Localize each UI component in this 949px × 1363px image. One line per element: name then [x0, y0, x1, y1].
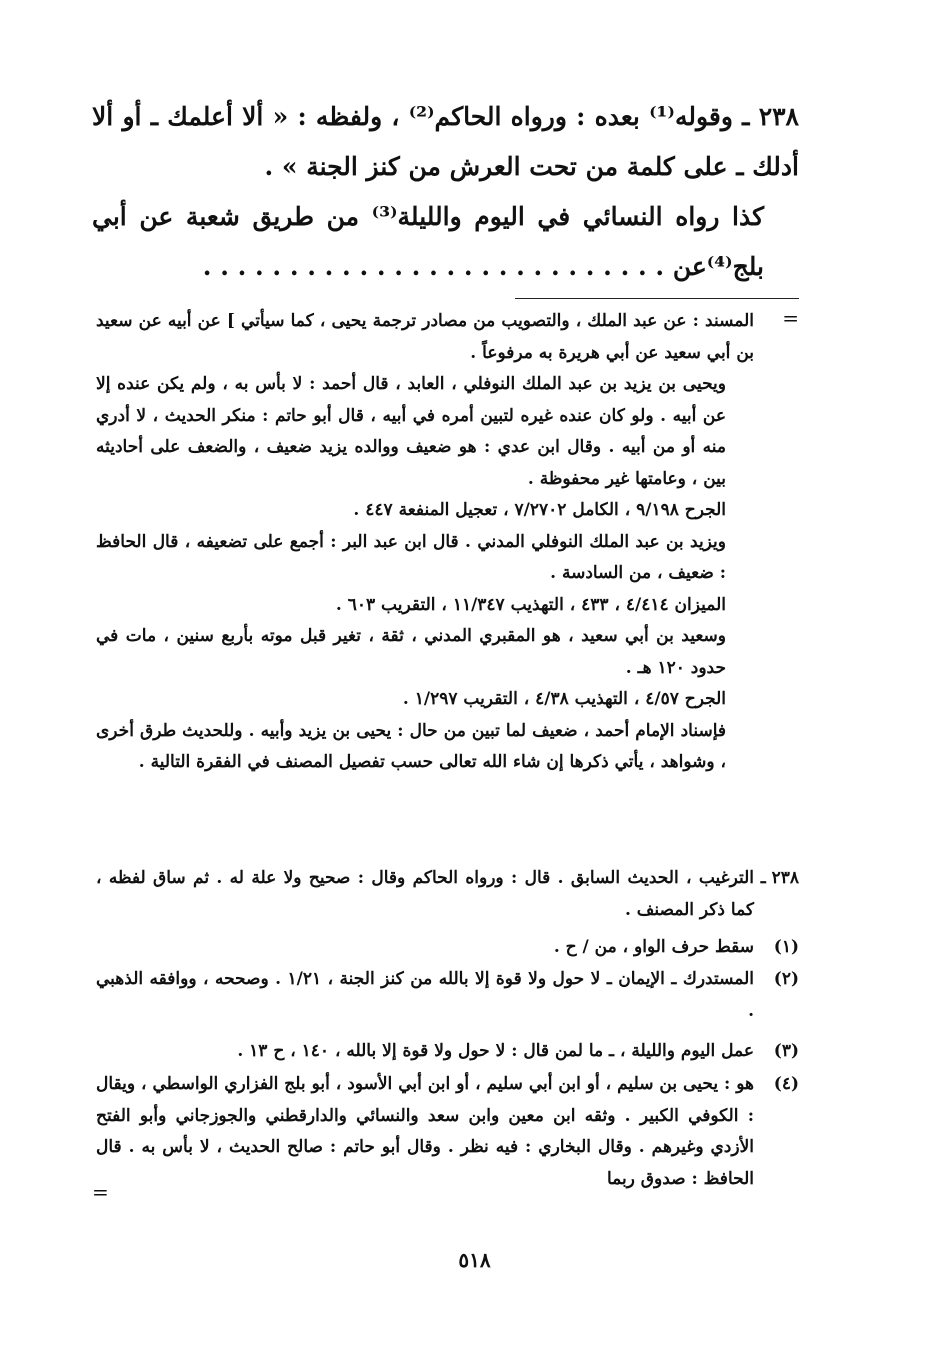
- note-yahya: ويحيى بن يزيد بن عبد الملك النوفلي ، العابد ، قال أحمد : لا بأس به ، ولم يكن عنده إلا عن أبيه . ولو كان عنده غيره لتبين أمره في أبيه ، قال أبو حاتم : منكر الحديث ، لا أدري منه أو من أبيه . وقال ابن عدي : هو ضعيف ووالده يزيد ضعيف ، والضعف على أحاديثه بين ، وعامتها غير محفوظة .: [96, 374, 726, 489]
- note-conclusion: فإسناد الإمام أحمد ، ضعيف لما تبين من حال : يحيى بن يزيد وأبيه . وللحديث طرق أخرى ، وشواهد ، يأتي ذكرها إن شاء الله تعالى حسب تفصيل المصنف في الفقرة التالية .: [96, 720, 726, 772]
- note-238-number: ٢٣٨ ـ: [760, 868, 799, 888]
- main-paragraph-238: ٢٣٨ ـ وقوله⁽¹⁾ بعده : ورواه الحاكم⁽²⁾ ، ولفظه : « ألا أعلمك ـ أو ألا أدلك ـ على كلمة من تحت العرش من كنز الجنة » .: [92, 102, 799, 181]
- footnote-3-number: (٣): [773, 1041, 799, 1061]
- page-number: ٥١٨: [458, 1248, 491, 1272]
- footnote-2-number: (٢): [773, 969, 799, 989]
- note-said: وسعيد بن أبي سعيد ، هو المقبري المدني ، ثقة ، تغير قبل موته بأربع سنين ، مات في حدود ١٢٠ هـ .: [96, 626, 726, 678]
- note-yazid: ويزيد بن عبد الملك النوفلي المدني . قال ابن عبد البر : أجمع على تضعيفه ، قال الحافظ : ضعيف ، من السادسة .: [96, 531, 726, 583]
- footnote-4-number: (٤): [773, 1074, 799, 1094]
- footnote-2-text: المستدرك ـ الإيمان ـ لا حول ولا قوة إلا بالله من كنز الجنة ، ١/٢١ . وصححه ، ووافقه الذهبي .: [96, 969, 754, 1021]
- note-yahya-refs: الجرح ٩/١٩٨ ، الكامل ٧/٢٧٠٢ ، تعجيل المنفعة ٤٤٧ .: [353, 500, 726, 520]
- footnote-1: [96, 932, 799, 964]
- note-said-refs: الجرح ٤/٥٧ ، التهذيب ٤/٣٨ ، التقريب ١/٢٩٧ .: [402, 689, 726, 709]
- footnote-4: [96, 1069, 799, 1195]
- main-paragraph-nasai: [92, 192, 799, 292]
- footnote-4-text: هو : يحيى بن سليم ، أو ابن أبي سليم ، أو ابن أبي الأسود ، أبو بلج الفزاري الواسطي ، ويقال : الكوفي الكبير . وثقه ابن معين وابن سعد والنسائي والدارقطني والجوزجاني وأبو الفتح الأزدي وغيرهم . وقال البخاري : فيه نظر . وقال أبو حاتم : صالح الحديث ، لا بأس به . قال الحافظ : صدوق ربما: [96, 1074, 754, 1189]
- note-238: [96, 863, 799, 926]
- main-paragraph-nasai-text: كذا رواه النسائي في اليوم والليلة⁽³⁾ من طريق شعبة عن أبي بلج⁽⁴⁾عن: [92, 202, 765, 281]
- main-text: [92, 92, 799, 292]
- ellipsis-dots: . . . . . . . . . . . . . . . . . . . . . . . . . . .: [202, 252, 665, 281]
- footnote-3-text: عمل اليوم والليلة ، ـ ما لمن قال : لا حول ولا قوة إلا بالله ، ١٤٠ ، ح ١٣ .: [237, 1041, 754, 1061]
- note-238-text: الترغيب ، الحديث السابق . قال : ورواه الحاكم وقال : صحيح ولا علة له . ثم ساق لفظه ، كما ذكر المصنف .: [96, 868, 754, 920]
- note-yazid-refs: الميزان ٤/٤١٤ ، ٤٣٣ ، التهذيب ١١/٣٤٧ ، التقريب ٦٠٣ .: [335, 594, 726, 615]
- footnote-divider: [515, 298, 799, 299]
- note-musnad: المسند : عن عبد الملك ، والتصويب من مصادر ترجمة يحيى ، كما سيأتي ] عن أبيه عن سعيد بن أبي سعيد عن أبي هريرة به مرفوعاً .: [96, 311, 754, 363]
- footnote-1-text: سقط حرف الواو ، من / ح .: [553, 937, 754, 957]
- footnote-2: [96, 964, 799, 1027]
- continued-notes: [96, 306, 754, 779]
- continuation-mark: =: [782, 306, 799, 330]
- end-continuation-mark: =: [92, 1180, 109, 1204]
- footnote-1-number: (١): [773, 937, 799, 957]
- footnote-3: [96, 1036, 799, 1068]
